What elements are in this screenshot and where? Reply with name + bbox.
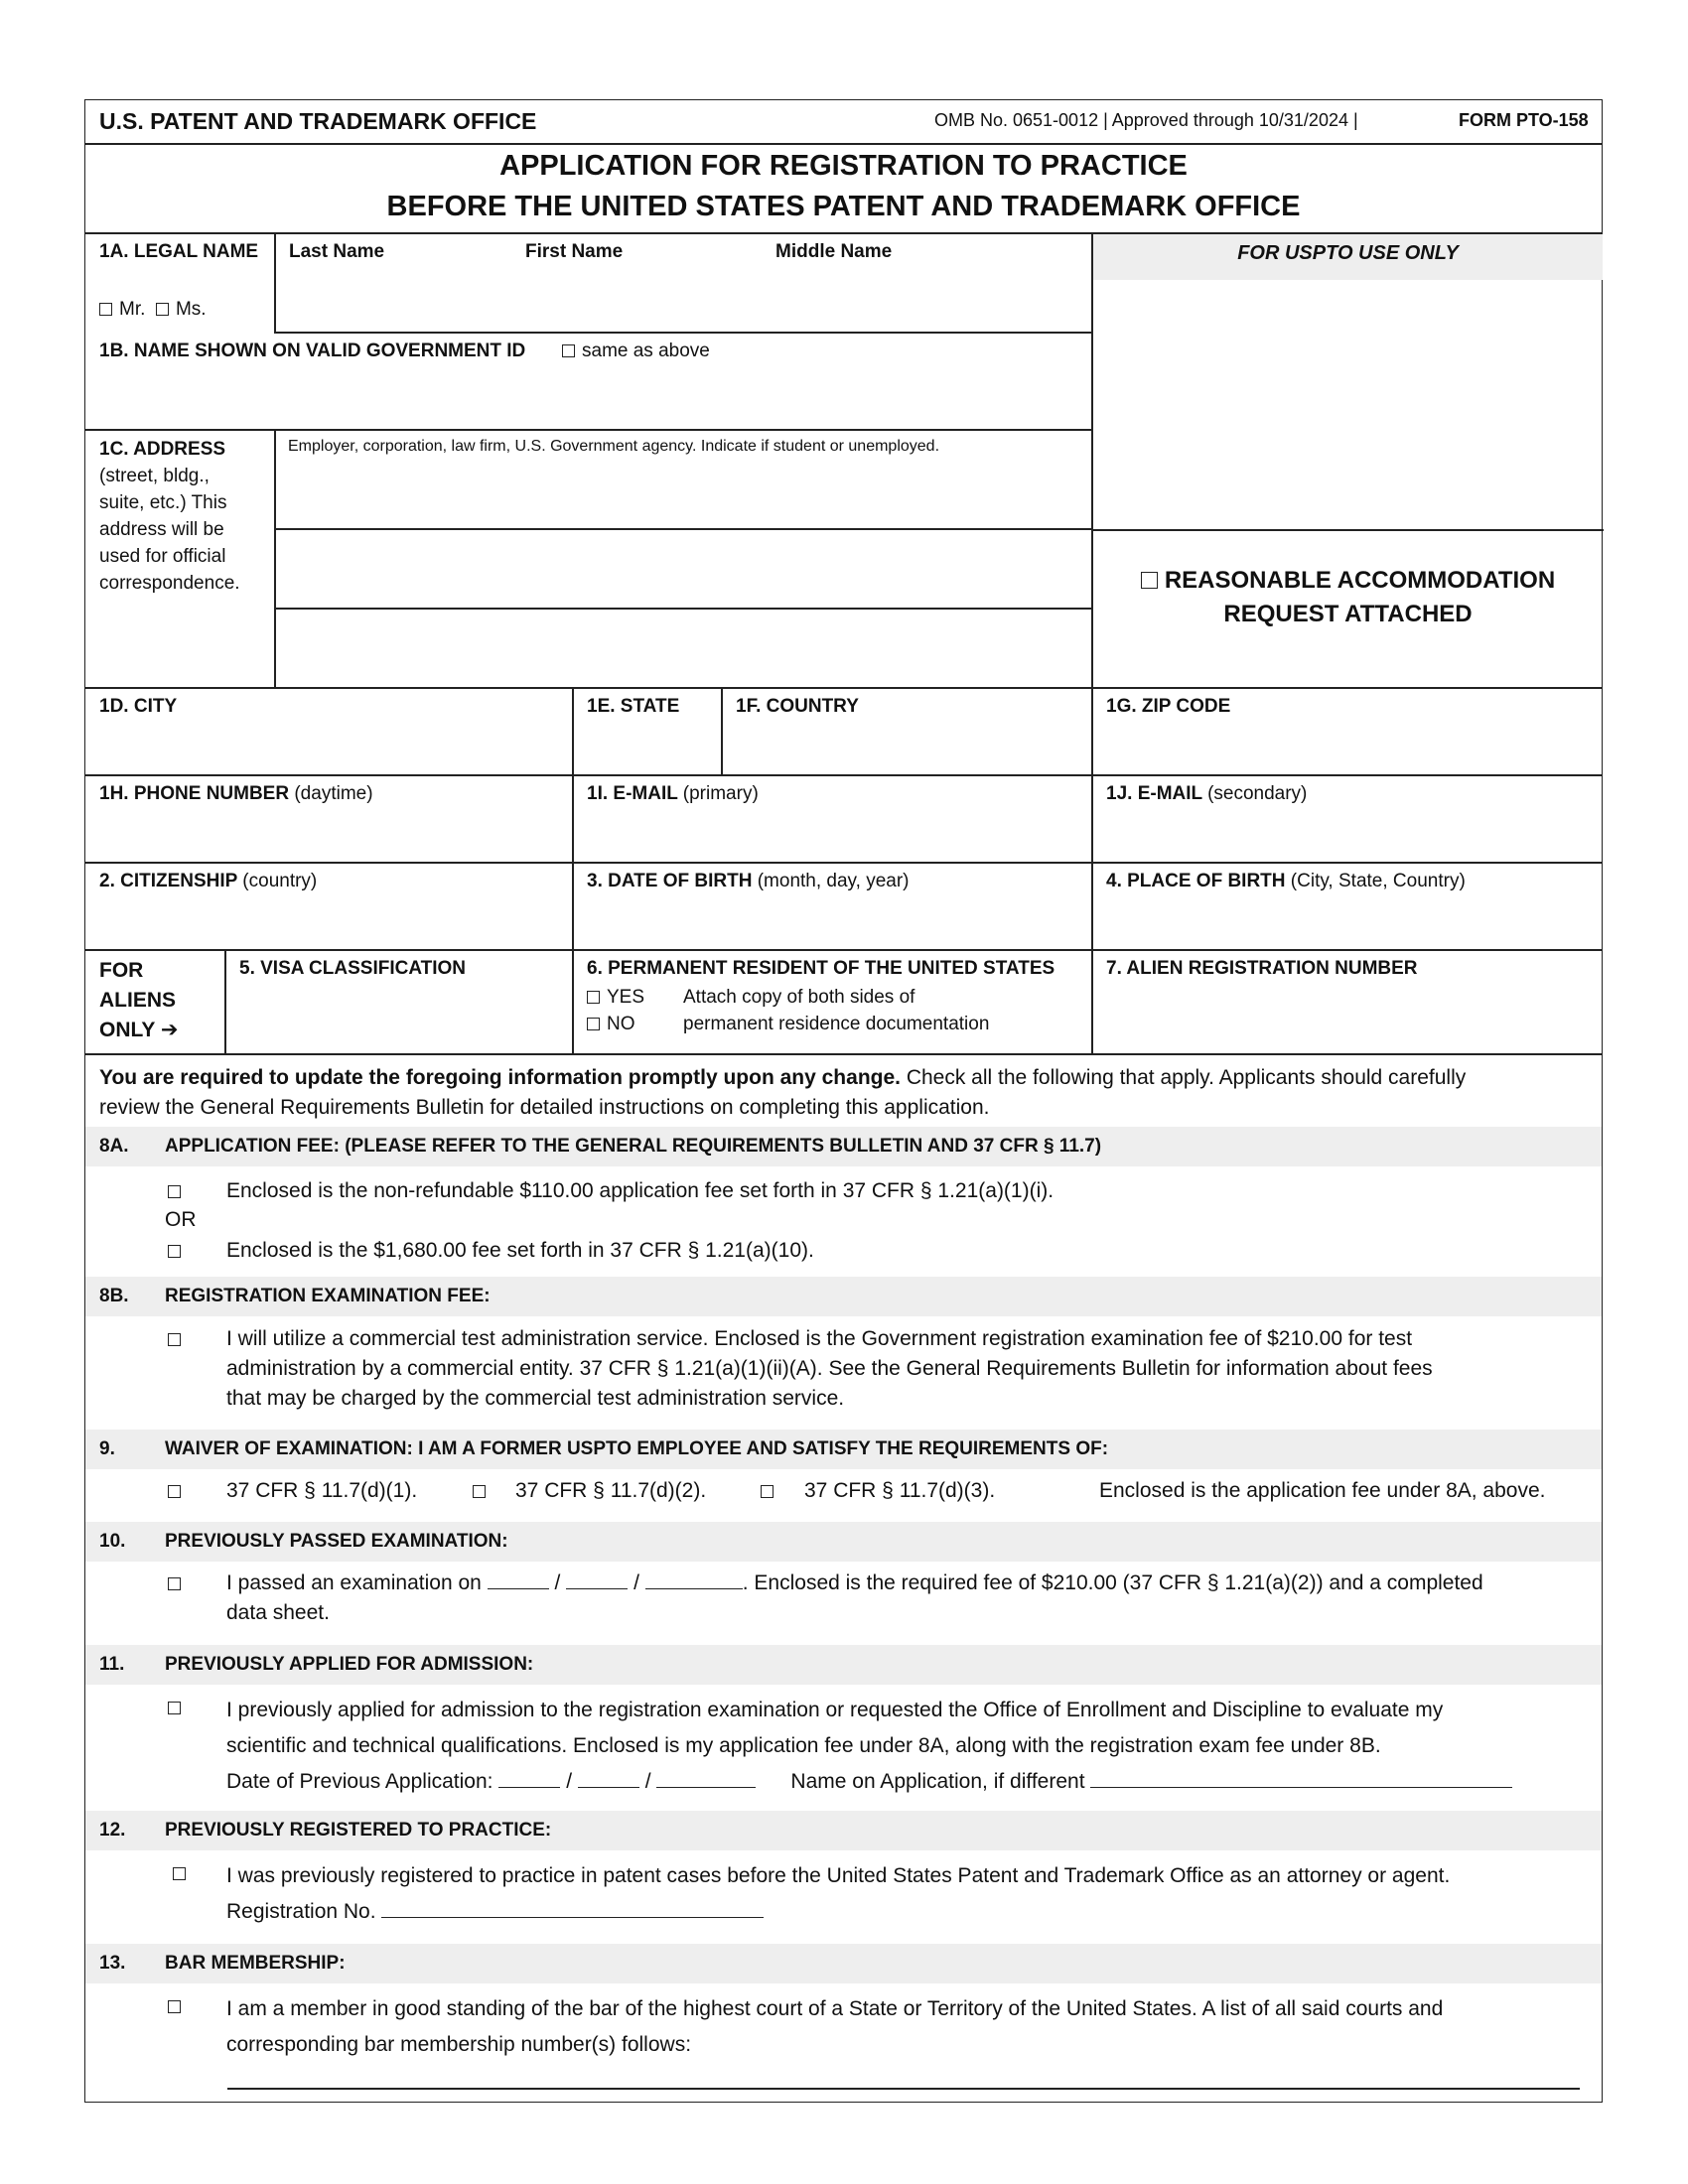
mr-label: Mr. <box>119 299 146 320</box>
waiver-d3-checkbox[interactable] <box>761 1485 774 1498</box>
city-field[interactable] <box>87 722 570 771</box>
divider <box>1091 232 1093 1053</box>
applied-before-text-1: I previously applied for admission to the registration examination or requested the Office of Enrollment and Discipline to evaluate my <box>226 1699 1444 1721</box>
exam-fee-text-1: I will utilize a commercial test administration service. Enclosed is the Government registration examination fee of $210.00 for test <box>226 1327 1413 1350</box>
attach-note-1: Attach copy of both sides of <box>683 987 915 1008</box>
passed-exam-text-2: data sheet. <box>226 1601 330 1624</box>
country-label: 1F. COUNTRY <box>736 696 859 717</box>
or-label: OR <box>165 1208 197 1231</box>
attach-note-2: permanent residence documentation <box>683 1014 990 1034</box>
accommodation-checkbox[interactable] <box>1141 572 1158 589</box>
address-line-1-field[interactable] <box>276 460 1088 525</box>
exam-fee-checkbox[interactable] <box>168 1333 181 1346</box>
place-of-birth-label: 4. PLACE OF BIRTH (City, State, Country) <box>1106 871 1466 891</box>
exam-month-blank[interactable] <box>488 1570 549 1589</box>
waiver-note: Enclosed is the application fee under 8A, above. <box>1099 1479 1546 1502</box>
intro-line-2: review the General Requirements Bulletin for detailed instructions on completing this application. <box>99 1096 990 1119</box>
gov-id-name-field[interactable] <box>87 368 1088 426</box>
for-aliens-only-label: FOR ALIENS ONLY ➔ <box>99 959 179 1041</box>
previous-application-line: Date of Previous Application: / / Name on Application, if different <box>226 1764 1512 1800</box>
bar-membership-checkbox[interactable] <box>168 2000 181 2013</box>
exam-fee-text-3: that may be charged by the commercial test administration service. <box>226 1387 845 1410</box>
waiver-d1-checkbox[interactable] <box>168 1485 181 1498</box>
phone-label: 1H. PHONE NUMBER (daytime) <box>99 783 373 804</box>
address-desc-4: used for official <box>99 546 226 567</box>
alien-registration-field[interactable] <box>1094 984 1601 1050</box>
address-desc-2: suite, etc.) This <box>99 492 227 513</box>
passed-exam-checkbox[interactable] <box>168 1577 181 1590</box>
waiver-d1-label: 37 CFR § 11.7(d)(1). <box>226 1479 418 1502</box>
section-13-header: 13. BAR MEMBERSHIP: <box>85 1944 1602 1983</box>
waiver-d2-label: 37 CFR § 11.7(d)(2). <box>515 1479 707 1502</box>
previously-registered-checkbox[interactable] <box>173 1867 186 1880</box>
divider <box>224 949 226 1053</box>
exam-fee-text-2: administration by a commercial entity. 37 CFR § 1.21(a)(1)(ii)(A). See the General Requirements Bulletin for information about fees <box>226 1357 1433 1380</box>
section-10-header: 10. PREVIOUSLY PASSED EXAMINATION: <box>85 1522 1602 1562</box>
applied-before-option <box>168 1693 188 1722</box>
exam-year-blank[interactable] <box>645 1570 743 1589</box>
waiver-d3-option <box>761 1476 780 1506</box>
exam-day-blank[interactable] <box>566 1570 628 1589</box>
applied-before-checkbox[interactable] <box>168 1702 181 1714</box>
waiver-d3-label: 37 CFR § 11.7(d)(3). <box>804 1479 996 1502</box>
permanent-resident-label: 6. PERMANENT RESIDENT OF THE UNITED STATES <box>587 958 1055 979</box>
divider <box>274 528 1091 530</box>
address-line-2-field[interactable] <box>276 531 1088 605</box>
address-desc-5: correspondence. <box>99 573 240 594</box>
address-label: 1C. ADDRESS <box>99 439 226 460</box>
state-label: 1E. STATE <box>587 696 680 717</box>
divider <box>274 608 1091 610</box>
city-label: 1D. CITY <box>99 696 178 717</box>
prev-app-year-blank[interactable] <box>656 1769 756 1788</box>
country-field[interactable] <box>724 722 1089 771</box>
exam-fee-option <box>168 1324 188 1354</box>
permanent-resident-no: NO <box>587 1014 635 1035</box>
middle-name-label: Middle Name <box>775 241 893 262</box>
passed-exam-text: I passed an examination on / / . Enclosed is the required fee of $210.00 (37 CFR § 1.21(a)(2)) and a completed <box>226 1571 1483 1594</box>
waiver-d2-option <box>473 1476 492 1506</box>
date-of-birth-label: 3. DATE OF BIRTH (month, day, year) <box>587 871 910 891</box>
citizenship-field[interactable] <box>87 896 570 946</box>
yes-checkbox[interactable] <box>587 991 600 1004</box>
bar-membership-text-1: I am a member in good standing of the bar of the highest court of a State or Territory of the United States. A list of all said courts and <box>226 1997 1444 2020</box>
prev-app-day-blank[interactable] <box>578 1769 639 1788</box>
divider <box>85 774 1602 776</box>
alien-registration-label: 7. ALIEN REGISTRATION NUMBER <box>1106 958 1418 979</box>
passed-exam-option <box>168 1569 188 1598</box>
legal-name-field[interactable] <box>276 269 1088 329</box>
visa-classification-field[interactable] <box>227 984 570 1050</box>
last-name-label: Last Name <box>289 241 385 262</box>
uspto-use-only-label: FOR USPTO USE ONLY <box>1237 242 1459 264</box>
divider <box>572 687 574 1053</box>
ms-label: Ms. <box>175 299 207 320</box>
registration-number-line: Registration No. <box>226 1894 764 1930</box>
divider <box>85 1053 1602 1055</box>
form-title-line1: APPLICATION FOR REGISTRATION TO PRACTICE <box>499 150 1188 182</box>
arrow-right-icon: ➔ <box>160 1019 179 1041</box>
fee-110-checkbox[interactable] <box>168 1185 181 1198</box>
waiver-d2-checkbox[interactable] <box>473 1485 486 1498</box>
gov-id-name-label: 1B. NAME SHOWN ON VALID GOVERNMENT ID <box>99 341 526 361</box>
accommodation-line2: REQUEST ATTACHED <box>1223 601 1473 627</box>
registration-number-blank[interactable] <box>381 1899 764 1918</box>
divider <box>85 949 1602 951</box>
bar-membership-option <box>168 1991 188 2021</box>
previously-registered-text: I was previously registered to practice in patent cases before the United States Patent and Trademark Office as an attorney or agent. <box>226 1864 1451 1887</box>
title-options <box>99 299 207 321</box>
phone-field[interactable] <box>87 809 570 859</box>
form-number: FORM PTO-158 <box>1459 110 1589 130</box>
section-9-header: 9. WAIVER OF EXAMINATION: I AM A FORMER USPTO EMPLOYEE AND SATISFY THE REQUIREMENTS OF: <box>85 1430 1602 1469</box>
section-8b-header: 8B. REGISTRATION EXAMINATION FEE: <box>85 1277 1602 1316</box>
bar-membership-blank[interactable] <box>227 2088 1580 2090</box>
mr-checkbox[interactable] <box>99 303 112 316</box>
legal-name-label: 1A. LEGAL NAME <box>99 241 259 262</box>
zip-code-label: 1G. ZIP CODE <box>1106 696 1231 717</box>
email-primary-field[interactable] <box>575 809 1089 859</box>
prev-app-month-blank[interactable] <box>498 1769 560 1788</box>
divider <box>85 687 1602 689</box>
fee-110-text: Enclosed is the non-refundable $110.00 application fee set forth in 37 CFR § 1.21(a)(1)(i). <box>226 1179 1055 1202</box>
fee-110-option <box>168 1176 188 1206</box>
permanent-resident-yes: YES <box>587 987 644 1009</box>
accommodation-line1 <box>1093 567 1603 595</box>
place-of-birth-field[interactable] <box>1094 896 1601 946</box>
applied-before-text-2: scientific and technical qualifications. Enclosed is my application fee under 8A, along with the registration exam fee under 8B. <box>226 1734 1381 1757</box>
intro-line-1: You are required to update the foregoing information promptly upon any change. Check all the following that apply. Applicants should carefully <box>99 1066 1467 1089</box>
citizenship-label: 2. CITIZENSHIP (country) <box>99 871 318 891</box>
state-field[interactable] <box>575 722 719 771</box>
first-name-label: First Name <box>525 241 624 262</box>
address-desc-3: address will be <box>99 519 224 540</box>
zip-code-field[interactable] <box>1094 722 1601 771</box>
divider <box>721 687 723 774</box>
section-8a-header: 8A. APPLICATION FEE: (PLEASE REFER TO THE GENERAL REQUIREMENTS BULLETIN AND 37 CFR § 11.7) <box>85 1127 1602 1166</box>
address-line-3-field[interactable] <box>276 611 1088 684</box>
fee-1680-checkbox[interactable] <box>168 1245 181 1258</box>
email-secondary-label: 1J. E-MAIL (secondary) <box>1106 783 1308 804</box>
fee-1680-text: Enclosed is the $1,680.00 fee set forth in 37 CFR § 1.21(a)(10). <box>226 1239 814 1262</box>
same-as-above-checkbox[interactable] <box>562 344 575 357</box>
no-checkbox[interactable] <box>587 1018 600 1030</box>
same-as-above-option <box>562 341 710 362</box>
email-primary-label: 1I. E-MAIL (primary) <box>587 783 759 804</box>
section-11-header: 11. PREVIOUSLY APPLIED FOR ADMISSION: <box>85 1645 1602 1685</box>
prev-app-name-blank[interactable] <box>1090 1769 1512 1788</box>
divider <box>85 143 1602 145</box>
accommodation-label: REASONABLE ACCOMMODATION <box>1164 567 1556 594</box>
divider <box>85 429 1091 431</box>
section-12-header: 12. PREVIOUSLY REGISTERED TO PRACTICE: <box>85 1811 1602 1850</box>
divider <box>274 332 1091 334</box>
date-of-birth-field[interactable] <box>575 896 1089 946</box>
previously-registered-option <box>173 1858 193 1888</box>
visa-classification-label: 5. VISA CLASSIFICATION <box>239 958 467 979</box>
divider <box>1091 529 1604 531</box>
omb-info: OMB No. 0651-0012 | Approved through 10/31/2024 | <box>934 110 1358 130</box>
form-frame <box>84 99 1603 2103</box>
office-name: U.S. PATENT AND TRADEMARK OFFICE <box>99 108 537 134</box>
bar-membership-text-2: corresponding bar membership number(s) follows: <box>226 2033 692 2056</box>
address-hint: Employer, corporation, law firm, U.S. Government agency. Indicate if student or unemployed. <box>288 438 940 455</box>
address-desc-1: (street, bldg., <box>99 466 210 486</box>
same-as-above-label: same as above <box>582 341 710 361</box>
ms-checkbox[interactable] <box>156 303 169 316</box>
email-secondary-field[interactable] <box>1094 809 1601 859</box>
divider <box>85 862 1602 864</box>
waiver-d1-option <box>168 1476 188 1506</box>
fee-1680-option <box>168 1236 188 1266</box>
form-title-line2: BEFORE THE UNITED STATES PATENT AND TRADEMARK OFFICE <box>386 191 1301 222</box>
